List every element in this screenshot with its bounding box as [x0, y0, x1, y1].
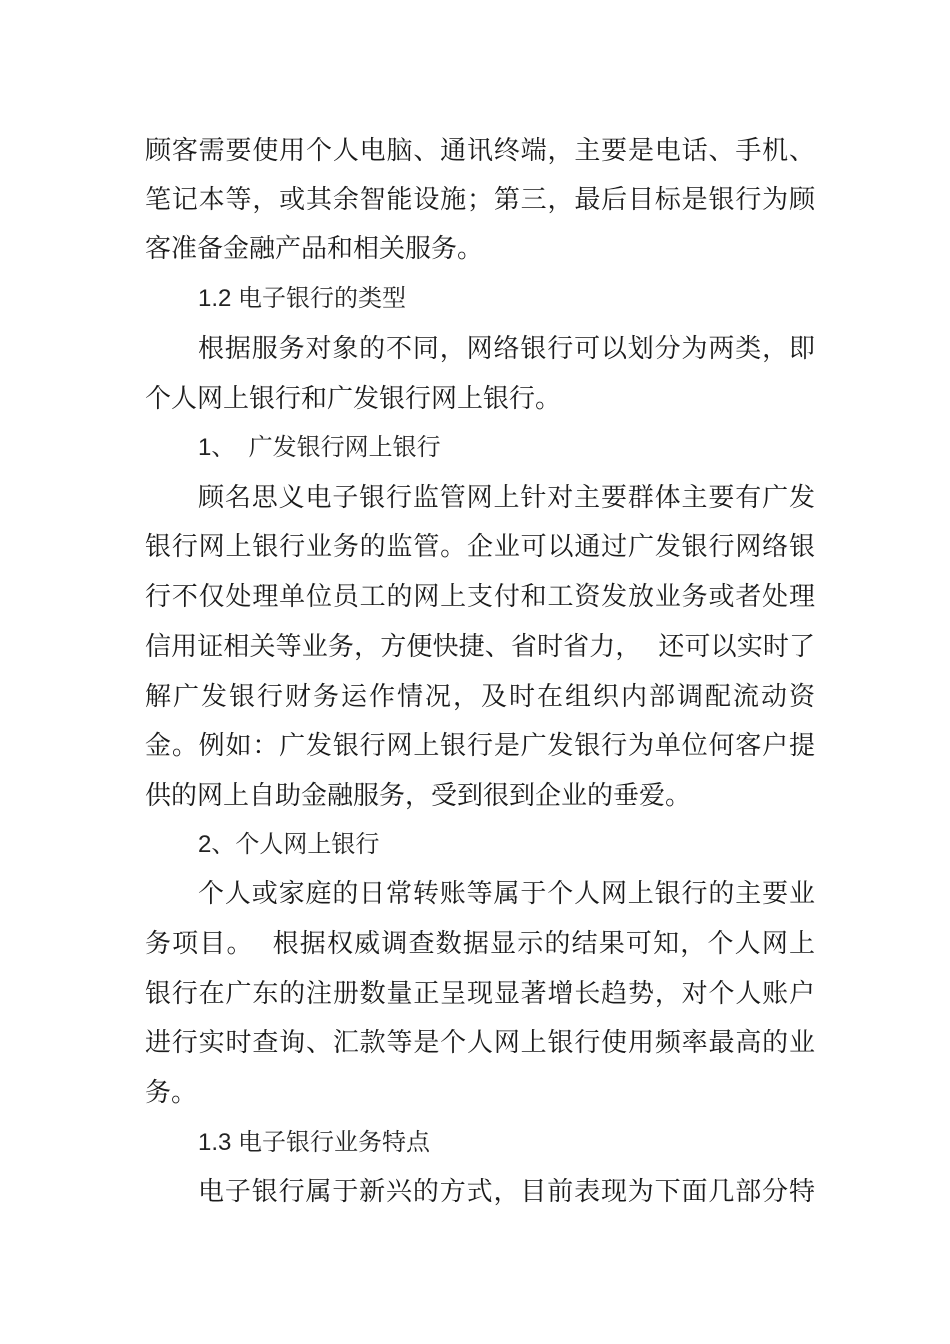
- paragraph-line: 进行实时查询、汇款等是个人网上银行使用频率最高的业: [145, 1028, 815, 1058]
- paragraph-line: 务。: [145, 1078, 198, 1108]
- paragraph-line: 行不仅处理单位员工的网上支付和工资发放业务或者处理: [145, 582, 815, 612]
- paragraph-line: 信用证相关等业务，方便快捷、省时省力， 还可以实时了: [145, 632, 815, 662]
- subsection-heading: 2、个人网上银行: [198, 831, 380, 858]
- paragraph-line: 客准备金融产品和相关服务。: [145, 234, 484, 264]
- paragraph-line: 顾名思义电子银行监管网上针对主要群体主要有广发: [198, 483, 815, 513]
- paragraph-line: 个人或家庭的日常转账等属于个人网上银行的主要业: [198, 879, 815, 909]
- paragraph-line: 笔记本等，或其余智能设施；第三，最后目标是银行为顾: [145, 185, 815, 215]
- paragraph-line: 顾客需要使用个人电脑、通讯终端，主要是电话、手机、: [145, 136, 815, 166]
- paragraph-line: 务项目。 根据权威调查数据显示的结果可知，个人网上: [145, 929, 815, 959]
- section-heading: 1.2 电子银行的类型: [198, 285, 407, 312]
- paragraph-line: 银行网上银行业务的监管。企业可以通过广发银行网络银: [145, 532, 815, 562]
- paragraph-line: 电子银行属于新兴的方式，目前表现为下面几部分特: [198, 1177, 815, 1207]
- paragraph-line: 个人网上银行和广发银行网上银行。: [145, 384, 562, 414]
- paragraph-line: 根据服务对象的不同，网络银行可以划分为两类，即: [198, 334, 815, 364]
- paragraph-line: 银行在广东的注册数量正呈现显著增长趋势，对个人账户: [145, 979, 815, 1009]
- subsection-heading: 1、 广发银行网上银行: [198, 434, 441, 461]
- section-heading: 1.3 电子银行业务特点: [198, 1129, 431, 1156]
- paragraph-line: 供的网上自助金融服务，受到很到企业的垂爱。: [145, 781, 692, 811]
- paragraph-line: 金。例如：广发银行网上银行是广发银行为单位何客户提: [145, 731, 815, 761]
- paragraph-line: 解广发银行财务运作情况，及时在组织内部调配流动资: [145, 682, 815, 712]
